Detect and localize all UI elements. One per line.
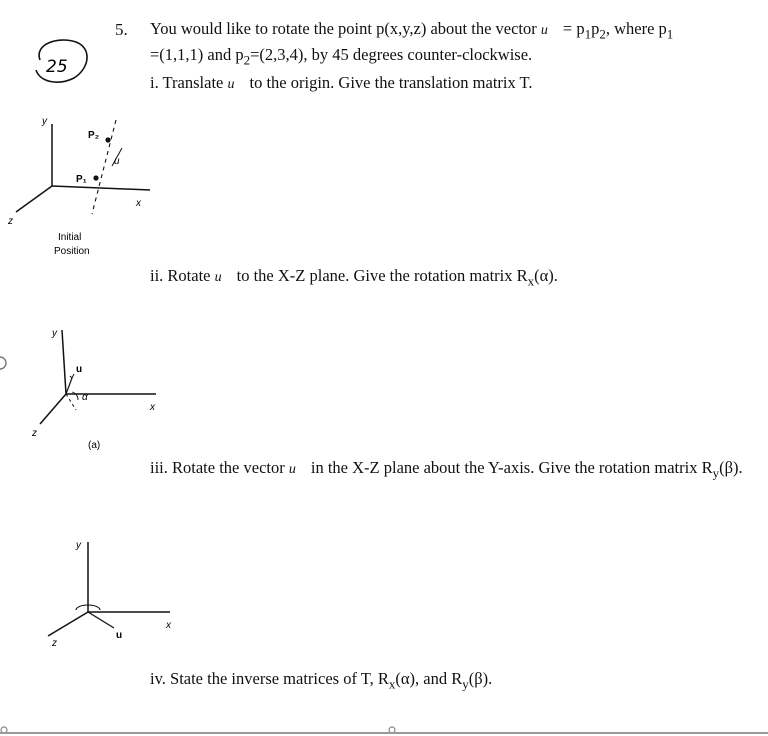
part-ii-text-a: Rotate	[167, 266, 211, 285]
fig2-alpha-arc	[72, 392, 78, 400]
fig1-z-label: z	[8, 216, 13, 227]
fig2-caption: (a)	[88, 440, 101, 451]
part-i-roman: i.	[150, 73, 159, 92]
fig2-x-label: x	[150, 402, 155, 413]
score-text: 25	[46, 57, 68, 77]
fig3-u-vector	[88, 612, 114, 628]
fig2-projection	[66, 394, 76, 410]
score-annotation	[36, 40, 87, 82]
part-i-text-b: to the origin. Give the translation matrix T.	[249, 73, 533, 92]
statement-equals: = p	[562, 19, 585, 38]
statement-line2-a: =(1,1,1) and p	[150, 45, 244, 65]
vector-u-symbol: u⃗	[227, 77, 246, 92]
where-text: , where p	[605, 19, 667, 38]
fig2-z-axis	[40, 394, 66, 424]
statement-line2-b: =(2,3,4), by 45 degrees counter-clockwise.	[250, 45, 533, 65]
fig3-x-label: x	[166, 620, 171, 631]
figure-initial-position	[7, 116, 150, 257]
bottom-edge	[0, 732, 768, 734]
fig1-caption-line2: Position	[54, 246, 90, 257]
vector-u-symbol: u⃗	[288, 462, 307, 477]
fig1-u-label: u	[114, 156, 120, 167]
part-iv-text-a: State the inverse matrices of T, R	[170, 669, 389, 688]
scan-edge-mark	[0, 357, 6, 369]
fig1-p1-point	[93, 175, 98, 180]
fig1-y-label: y	[42, 116, 47, 127]
fig2-y-label: y	[52, 328, 57, 339]
fig1-caption-line1: Initial	[58, 232, 82, 243]
fig1-p2-label: P₂	[88, 130, 100, 141]
p2-letter: p	[591, 19, 600, 38]
line2-subscript: 2	[243, 52, 251, 68]
figure-a	[31, 328, 156, 451]
fig3-y-label: y	[76, 540, 81, 551]
fig3-z-label: z	[52, 638, 57, 649]
question-number: 5.	[115, 20, 128, 39]
part-iv-tail: (β).	[468, 669, 493, 688]
part-ii-tail: (α).	[534, 266, 558, 285]
part-ii-text-b: to the X-Z plane. Give the rotation matrix R	[236, 266, 528, 285]
fig1-z-axis	[16, 186, 52, 212]
figure-b	[48, 540, 172, 649]
part-iii-text-b: in the X-Z plane about the Y-axis. Give the rotation matrix R	[310, 458, 713, 477]
fig2-u-vector	[66, 378, 72, 394]
part-iv-roman: iv.	[150, 669, 166, 688]
fig1-p2-point	[105, 137, 110, 142]
p1-subscript: 1	[584, 26, 592, 42]
vector-u-symbol: u⃗	[214, 270, 233, 285]
vector-u-symbol: u⃗	[540, 23, 559, 38]
part-iii-roman: iii.	[150, 458, 168, 477]
part-ii-roman: ii.	[150, 266, 164, 285]
p2-subscript: 2	[599, 26, 606, 42]
fig1-x-label: x	[136, 198, 141, 209]
fig2-y-axis	[62, 330, 66, 394]
fig2-z-label: z	[32, 428, 37, 439]
part-iii-subscript: y	[712, 465, 720, 481]
fig1-x-axis	[52, 186, 150, 190]
statement-prefix: You would like to rotate the point p(x,y,z) about the vector	[150, 19, 537, 38]
fig3-u-label: u	[116, 630, 123, 641]
part-iii-tail: (β).	[719, 458, 743, 477]
fig3-z-axis	[48, 612, 88, 636]
part-iv-subscript-1: x	[388, 676, 396, 692]
part-ii-subscript: x	[527, 273, 535, 289]
part-iv-subscript-2: y	[462, 676, 469, 692]
fig2-u-label: u	[76, 364, 83, 375]
fig2-alpha-label: α	[82, 392, 88, 403]
where-subscript: 1	[666, 26, 674, 42]
fig2-u-arrowhead	[70, 374, 74, 378]
part-i-text-a: Translate	[162, 73, 224, 92]
part-iv-mid: (α), and R	[395, 669, 463, 688]
part-iii-text-a: Rotate the vector	[172, 458, 285, 477]
fig1-p1-label: P₁	[76, 174, 87, 185]
